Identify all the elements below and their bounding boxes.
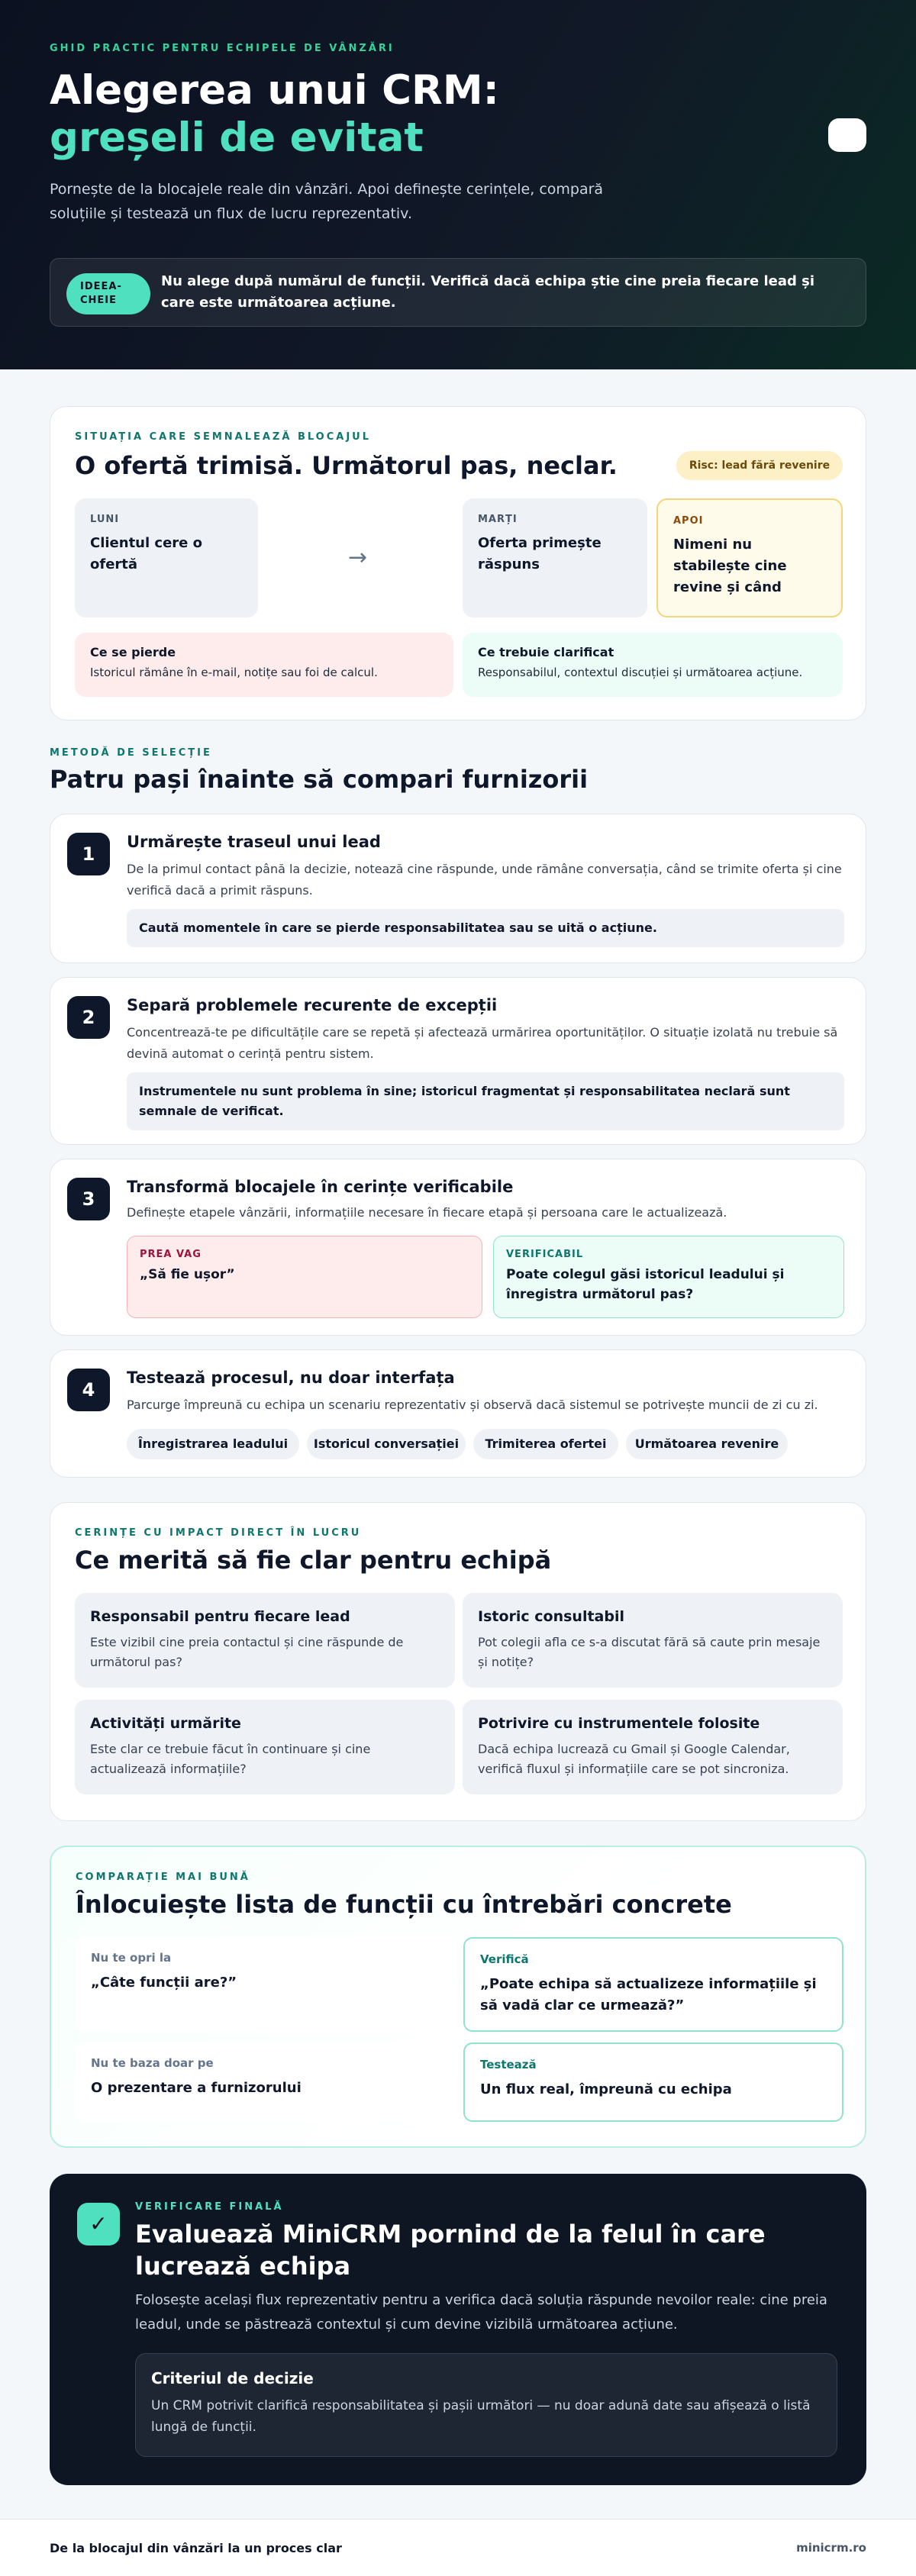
comparison-check — [463, 1937, 843, 2032]
key-idea-box — [50, 258, 866, 327]
arrow-right-icon: → — [348, 544, 368, 571]
hero-subtitle: Pornește de la blocajele reale din vânzări. Apoi definește cerințele, compară soluțiile și testează un flux de lucru reprezentativ. — [50, 181, 604, 222]
chat-bubble-icon[interactable] — [828, 118, 866, 152]
requirements-card — [50, 1502, 866, 1821]
comparison-avoid — [76, 1937, 456, 2032]
method-step-4 — [50, 1349, 866, 1478]
step-description: Parcurge împreună cu echipa un scenariu reprezentativ și observă dacă sistemul se potrivește muncii de zi cu zi. — [127, 1398, 818, 1412]
final-title: Evaluează MiniCRM pornind de la felul în care lucrează echipa — [135, 2220, 766, 2281]
requirement-item — [463, 1700, 843, 1794]
check-text: Un flux real, împreună cu echipa — [480, 2081, 732, 2097]
avoid-text: „Câte funcții are?” — [91, 1975, 237, 1991]
final-kicker: VERIFICARE FINALĂ — [135, 2201, 284, 2213]
vague-label: PREA VAG — [140, 1249, 202, 1260]
step-title: Urmărește traseul unui lead — [127, 833, 381, 851]
step-text: Nimeni nu stabilește cine revine și când — [673, 537, 787, 595]
vague-text: „Să fie ușor” — [140, 1267, 235, 1282]
scenario-pill: Înregistrarea leadului — [127, 1429, 299, 1459]
method-step-2 — [50, 977, 866, 1145]
avoid-label: Nu te baza doar pe — [91, 2056, 214, 2070]
requirement-desc: Dacă echipa lucrează cu Gmail și Google Calendar, verifică fluxul și informațiile care se pot sincroniza. — [478, 1742, 790, 1776]
step-number: 2 — [67, 996, 110, 1039]
step-number: 4 — [67, 1369, 110, 1411]
requirement-item — [75, 1700, 455, 1794]
title-main: Alegerea unui CRM: — [50, 67, 499, 114]
timeline-step-monday — [75, 498, 258, 617]
requirement-desc: Este vizibil cine preia contactul și cine răspunde de următorul pas? — [90, 1635, 404, 1669]
key-idea-text: Nu alege după numărul de funcții. Verifică dacă echipa știe cine preia fiecare lead și care este următoarea acțiune. — [161, 273, 815, 311]
step-day: APOI — [673, 515, 704, 527]
decision-criterion-box — [135, 2353, 837, 2457]
step-title: Testează procesul, nu doar interfața — [127, 1369, 455, 1387]
title-accent: greșeli de evitat — [50, 114, 424, 161]
footer-site-link[interactable]: minicrm.ro — [796, 2541, 866, 2555]
checkmark-icon: ✓ — [77, 2203, 120, 2246]
scenario-pill: Următoarea revenire — [626, 1429, 788, 1459]
verifiable-example — [493, 1236, 844, 1318]
comparison-avoid — [76, 2042, 456, 2122]
step-title: Separă problemele recurente de excepții — [127, 996, 498, 1014]
step-text: Clientul cere o ofertă — [90, 535, 203, 572]
step-description: Definește etapele vânzării, informațiile necesare în fiecare etapă și persoana care le actualizează. — [127, 1205, 727, 1220]
situation-card — [50, 406, 866, 721]
final-description: Folosește același flux reprezentativ pentru a verifica dacă soluția răspunde nevoilor reale: cine preia leadul, unde se păstrează contextul și cum devine vizibilă următoarea acțiune. — [135, 2292, 827, 2333]
key-idea-badge: IDEEA-CHEIE — [66, 273, 150, 314]
requirement-item — [463, 1593, 843, 1688]
step-highlight: Instrumentele nu sunt problema în sine; istoricul fragmentat și responsabilitatea neclară sunt semnale de verificat. — [127, 1072, 844, 1130]
timeline-step-then — [656, 498, 843, 617]
scenario-pill: Istoricul conversației — [307, 1429, 466, 1459]
step-description: Concentrează-te pe dificultățile care se repetă și afectează urmărirea oportunităților. O situație izolată nu trebuie să devină automat o cerință pentru sistem. — [127, 1025, 838, 1061]
method-kicker: METODĂ DE SELECȚIE — [50, 747, 212, 759]
scenario-pill: Trimiterea ofertei — [473, 1429, 618, 1459]
requirement-title: Istoric consultabil — [478, 1608, 624, 1625]
avoid-text: O prezentare a furnizorului — [91, 2080, 302, 2096]
clarify-title: Ce trebuie clarificat — [478, 645, 614, 659]
step-text: Oferta primește răspuns — [478, 535, 602, 572]
check-label: Verifică — [480, 1952, 529, 1966]
avoid-label: Nu te opri la — [91, 1951, 172, 1965]
requirement-desc: Pot colegii afla ce s-a discutat fără să caute prin mesaje și notițe? — [478, 1635, 821, 1669]
step-title: Transformă blocajele în cerințe verificabile — [127, 1178, 514, 1196]
comparison-title: Înlocuiește lista de funcții cu întrebări concrete — [76, 1890, 732, 1919]
requirement-title: Potrivire cu instrumentele folosite — [478, 1715, 760, 1732]
check-label: Testează — [480, 2058, 537, 2071]
timeline-step-tuesday — [463, 498, 647, 617]
verifiable-label: VERIFICABIL — [506, 1249, 584, 1260]
comparison-card — [50, 1846, 866, 2148]
method-title: Patru pași înainte să compari furnizorii — [50, 765, 589, 794]
lost-title: Ce se pierde — [90, 645, 176, 659]
vague-example — [127, 1236, 482, 1318]
step-highlight: Caută momentele în care se pierde responsabilitatea sau se uită o acțiune. — [127, 909, 844, 947]
requirement-title: Activități urmărite — [90, 1715, 241, 1732]
comparison-check — [463, 2042, 843, 2122]
step-day: LUNI — [90, 514, 120, 525]
requirements-kicker: CERINȚE CU IMPACT DIRECT ÎN LUCRU — [75, 1527, 362, 1539]
step-number: 3 — [67, 1178, 110, 1220]
method-step-1 — [50, 814, 866, 963]
risk-badge: Risc: lead fără revenire — [676, 451, 843, 480]
criterion-title: Criteriul de decizie — [151, 2369, 314, 2387]
situation-title: O ofertă trimisă. Următorul pas, neclar. — [75, 451, 618, 480]
method-step-3 — [50, 1159, 866, 1336]
comparison-kicker: COMPARAȚIE MAI BUNĂ — [76, 1872, 250, 1883]
lost-box — [75, 633, 453, 697]
step-day: MARȚI — [478, 514, 518, 525]
requirement-title: Responsabil pentru fiecare lead — [90, 1608, 350, 1625]
clarify-box — [463, 633, 843, 697]
page-title — [50, 67, 645, 162]
check-text: „Poate echipa să actualizeze informațiile și să vadă clar ce urmează?” — [480, 1976, 817, 2013]
step-number: 1 — [67, 833, 110, 875]
requirement-desc: Este clar ce trebuie făcut în continuare și cine actualizează informațiile? — [90, 1742, 371, 1776]
verifiable-text: Poate colegul găsi istoricul leadului și înregistra următorul pas? — [506, 1267, 785, 1302]
final-check-card — [50, 2174, 866, 2485]
requirement-item — [75, 1593, 455, 1688]
footer — [0, 2519, 916, 2576]
step-description: De la primul contact până la decizie, notează cine răspunde, unde rămâne conversația, când se trimite oferta și cine verifică dacă a primit răspuns. — [127, 862, 842, 898]
hero-kicker: GHID PRACTIC PENTRU ECHIPELE DE VÂNZĂRI — [50, 43, 395, 54]
lost-text: Istoricul rămâne în e-mail, notițe sau foi de calcul. — [90, 666, 378, 679]
requirements-title: Ce merită să fie clar pentru echipă — [75, 1546, 552, 1575]
footer-tagline: De la blocajul din vânzări la un proces clar — [50, 2541, 342, 2555]
criterion-text: Un CRM potrivit clarifică responsabilitatea și pașii următori — nu doar adună date sau afișează o listă lungă de funcții. — [151, 2398, 811, 2435]
hero-banner — [0, 0, 916, 369]
clarify-text: Responsabilul, contextul discuției și următoarea acțiune. — [478, 666, 803, 679]
situation-kicker: SITUAȚIA CARE SEMNALEAZĂ BLOCAJUL — [75, 431, 372, 443]
